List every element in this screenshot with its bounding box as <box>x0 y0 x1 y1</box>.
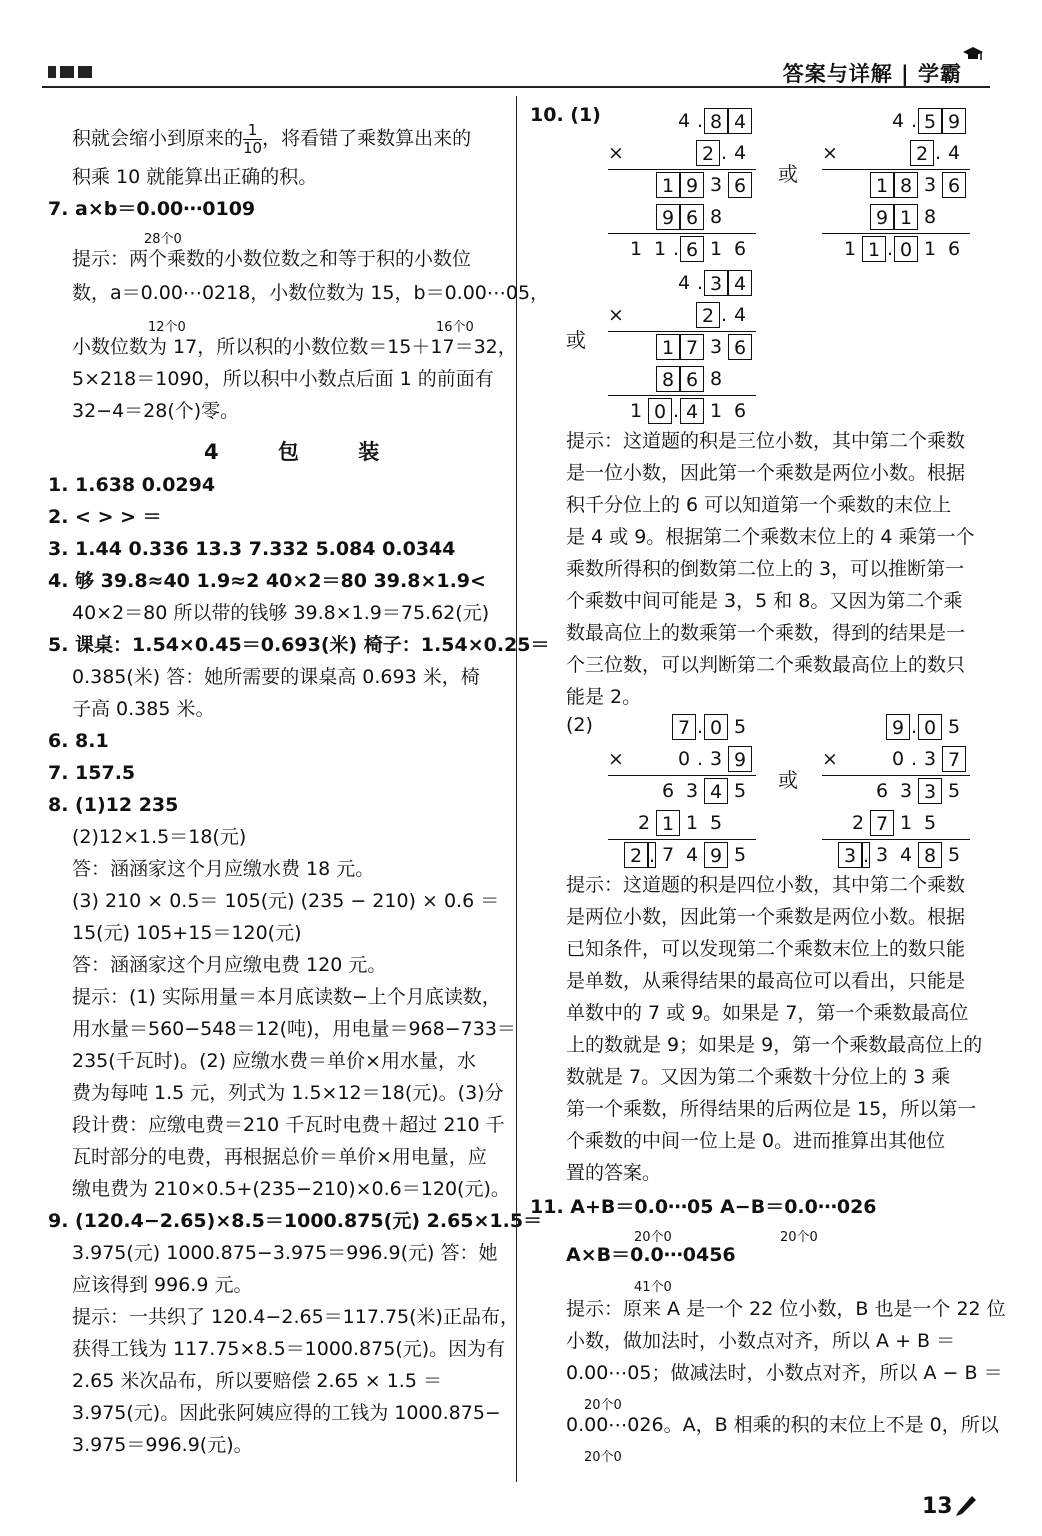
fraction-numerator: 1 <box>243 122 262 140</box>
answer-digit-box: 2 <box>910 140 934 166</box>
digit: 5 <box>947 716 961 738</box>
digit: 4 <box>899 844 913 866</box>
answer-digit-box: 8 <box>918 842 942 868</box>
digit: 2 <box>851 812 865 834</box>
calc-rule <box>608 331 756 332</box>
answer-digit-box: 0 <box>704 714 728 740</box>
answer-digit-box: 1 <box>656 810 680 836</box>
answer-digit-box: 1 <box>656 172 680 198</box>
answer-digit-box: 9 <box>870 204 894 230</box>
answer-digit-box: 9 <box>728 746 752 772</box>
calc-rule <box>608 395 756 396</box>
digit: 1 <box>629 238 643 260</box>
underbrace-label: 28个0 <box>144 232 182 247</box>
calc-rule <box>608 169 756 170</box>
underbrace-label: 41个0 <box>634 1280 672 1295</box>
vertical-multiplication-d <box>608 714 758 870</box>
calc-rule <box>822 775 970 776</box>
vertical-multiplication-b <box>822 108 972 264</box>
hint-line: 个乘数中间可能是 3，5 和 8。又因为第二个乘 <box>566 590 963 612</box>
times-sign: × <box>608 304 624 326</box>
answer-digit-box: 9 <box>886 714 910 740</box>
answer-7b: 7. 157.5 <box>48 762 136 784</box>
decimal-point: . <box>720 142 728 164</box>
answer-digit-box: 5 <box>918 108 942 134</box>
hint-line: 提示：(1) 实际用量＝本月底读数−上个月底读数， <box>72 986 501 1008</box>
decimal-point: . <box>720 304 728 326</box>
pencil-icon <box>954 1492 980 1516</box>
answer-digit-box: 6 <box>680 366 704 392</box>
digit: 1 <box>709 400 723 422</box>
hint-line: 提示：这道题的积是四位小数，其中第二个乘数 <box>566 874 966 896</box>
digit: 1 <box>843 238 857 260</box>
calc-rule <box>822 839 970 840</box>
answer-4: 4. 够 39.8≈40 1.9≈2 40×2＝80 39.8×1.9< <box>48 570 486 592</box>
answer-digit-box: 3 <box>838 842 862 868</box>
answer-digit-box: 6 <box>728 172 752 198</box>
hint-line: 3.975(元)。因此张阿姨应得的工钱为 1000.875− <box>72 1402 501 1424</box>
vertical-multiplication-c <box>608 270 758 426</box>
text-line: (2)12×1.5＝18(元) <box>72 826 247 848</box>
answer-digit-box: 6 <box>728 334 752 360</box>
answer-digit-box: 9 <box>942 108 966 134</box>
answer-digit-box: 6 <box>942 172 966 198</box>
digit: 3 <box>923 748 937 770</box>
text-line: (3) 210 × 0.5＝ 105(元) (235 − 210) × 0.6 ＝ <box>72 890 500 912</box>
decimal-point: . <box>672 238 680 260</box>
calc-rule <box>822 169 970 170</box>
or-label: 或 <box>778 162 798 186</box>
page-number: 13 <box>922 1494 953 1519</box>
calc-rule <box>608 233 756 234</box>
hint-line: 2.65 米次品布，所以要赔偿 2.65 × 1.5 ＝ <box>72 1370 442 1392</box>
hint-line: 缴电费为 210×0.5+(235−210)×0.6＝120(元)。 <box>72 1178 510 1200</box>
digit: 4 <box>685 844 699 866</box>
hint-line: 上的数就是 9；如果是 9，第一个乘数最高位上的 <box>566 1034 983 1056</box>
digit: 1 <box>899 812 913 834</box>
answer-digit-box: 4 <box>680 398 704 424</box>
underbrace-label: 20个0 <box>584 1398 622 1413</box>
answer-11: 11. A+B＝0.0⋯05 A−B＝0.0⋯026 <box>530 1196 877 1218</box>
vertical-multiplication-e <box>822 714 972 870</box>
answer-5: 5. 课桌：1.54×0.45＝0.693(米) 椅子：1.54×0.25＝ <box>48 634 550 656</box>
answer-9: 9. (120.4−2.65)×8.5＝1000.875(元) 2.65×1.5＝ <box>48 1210 543 1232</box>
hint-line: 提示：原来 A 是一个 22 位小数，B 也是一个 22 位 <box>566 1298 1006 1320</box>
hint-line: 提示：这道题的积是三位小数，其中第二个乘数 <box>566 430 966 452</box>
times-sign: × <box>608 142 624 164</box>
digit: 6 <box>947 238 961 260</box>
decimal-point: . <box>648 842 656 868</box>
digit: 4 <box>677 272 691 294</box>
hint-line: 3.975＝996.9(元)。 <box>72 1434 253 1456</box>
answer-digit-box: 9 <box>656 204 680 230</box>
digit: 3 <box>709 336 723 358</box>
digit: 5 <box>923 812 937 834</box>
answer-1: 1. 1.638 0.0294 <box>48 474 216 496</box>
decimal-point: . <box>672 400 680 422</box>
answer-digit-box: 3 <box>704 270 728 296</box>
answer-8: 8. (1)12 235 <box>48 794 179 816</box>
or-label: 或 <box>778 768 798 792</box>
digit: 6 <box>733 238 747 260</box>
fraction-denominator: 10 <box>243 138 263 157</box>
header-rule <box>42 86 990 88</box>
answer-digit-box: 7 <box>942 746 966 772</box>
digit: 1 <box>709 238 723 260</box>
answer-digit-box: 3 <box>918 778 942 804</box>
answer-digit-box: 8 <box>894 172 918 198</box>
digit: 4 <box>677 110 691 132</box>
digit: 7 <box>661 844 675 866</box>
calc-rule <box>822 233 970 234</box>
text-line: 答：涵涵家这个月应缴电费 120 元。 <box>72 954 387 976</box>
digit: 0 <box>891 748 905 770</box>
text-line: 积乘 10 就能算出正确的积。 <box>72 166 318 188</box>
hint-line: 提示：两个乘数的小数位数之和等于积的小数位 <box>72 248 472 270</box>
hint-line: 0.00⋯026。A，B 相乘的积的末位上不是 0，所以 <box>566 1414 999 1436</box>
fraction <box>243 122 262 156</box>
digit: 5 <box>733 844 747 866</box>
answer-digit-box: 1 <box>894 204 918 230</box>
answer-digit-box: 2 <box>696 302 720 328</box>
hint-line: 小数位数为 17，所以积的小数位数＝15＋17＝32， <box>72 336 517 358</box>
digit: 5 <box>947 844 961 866</box>
text-line: 15(元) 105+15＝120(元) <box>72 922 302 944</box>
answer-11-product: A×B＝0.0⋯0456 <box>566 1244 736 1266</box>
hint-line: 5×218＝1090，所以积中小数点后面 1 的前面有 <box>72 368 494 390</box>
answer-digit-box: 8 <box>704 108 728 134</box>
digit: 0 <box>677 748 691 770</box>
hint-line: 32−4＝28(个)零。 <box>72 400 240 422</box>
calc-rule <box>608 839 756 840</box>
underbrace-label: 20个0 <box>584 1450 622 1465</box>
header-title: 答案与详解 | 学霸 <box>782 62 962 86</box>
hint-line: 数最高位上的数乘第一个乘数，得到的结果是一 <box>566 622 966 644</box>
answer-digit-box: 0 <box>894 236 918 262</box>
digit: 1 <box>629 400 643 422</box>
hint-line: 0.00⋯05；做减法时，小数点对齐，所以 A − B ＝ <box>566 1362 1003 1384</box>
hint-line: 获得工钱为 117.75×8.5＝1000.875(元)。因为有 <box>72 1338 506 1360</box>
times-sign: × <box>822 748 838 770</box>
digit: 2 <box>637 812 651 834</box>
digit: 5 <box>947 780 961 802</box>
decimal-point: . <box>862 842 870 868</box>
answer-digit-box: 1 <box>656 334 680 360</box>
digit: 5 <box>709 812 723 834</box>
digit: 1 <box>653 238 667 260</box>
answer-digit-box: 4 <box>728 270 752 296</box>
answer-digit-box: 7 <box>672 714 696 740</box>
answer-digit-box: 6 <box>680 236 704 262</box>
decimal-point: . <box>696 272 704 294</box>
digit: 3 <box>685 780 699 802</box>
decimal-point: . <box>910 748 918 770</box>
hint-line: 用水量＝560−548＝12(吨)，用电量＝968−733＝ <box>72 1018 516 1040</box>
underbrace-label: 20个0 <box>634 1230 672 1245</box>
answer-digit-box: 4 <box>728 108 752 134</box>
digit: 1 <box>923 238 937 260</box>
answer-digit-box: 0 <box>648 398 672 424</box>
hint-line: 第一个乘数，所得结果的后两位是 15，所以第一 <box>566 1098 977 1120</box>
text-line: 3.975(元) 1000.875−3.975＝996.9(元) 答：她 <box>72 1242 498 1264</box>
hint-line: 235(千瓦时)。(2) 应缴水费＝单价×用水量，水 <box>72 1050 476 1072</box>
decimal-point: . <box>696 748 704 770</box>
digit: 6 <box>875 780 889 802</box>
digit: 5 <box>733 780 747 802</box>
answer-digit-box: 2 <box>696 140 720 166</box>
hint-line: 已知条件，可以发现第二个乘数末位上的数只能 <box>566 938 966 960</box>
answer-digit-box: 8 <box>656 366 680 392</box>
digit: 3 <box>923 174 937 196</box>
text-line: 子高 0.385 米。 <box>72 698 215 720</box>
digit: 8 <box>709 368 723 390</box>
text-span: 积就会缩小到原来的 <box>72 127 244 150</box>
digit: 6 <box>661 780 675 802</box>
graduation-cap-icon <box>962 44 984 66</box>
digit: 3 <box>875 844 889 866</box>
digit: 3 <box>709 748 723 770</box>
hint-line: 段计费：应缴电费＝210 千瓦时电费＋超过 210 千 <box>72 1114 505 1136</box>
header-marks <box>48 66 92 78</box>
decimal-point: . <box>910 716 918 738</box>
answer-6: 6. 8.1 <box>48 730 109 752</box>
digit: 1 <box>685 812 699 834</box>
answer-digit-box: 2 <box>624 842 648 868</box>
times-sign: × <box>608 748 624 770</box>
answer-digit-box: 1 <box>870 172 894 198</box>
answer-10: 10. (1) <box>530 104 601 126</box>
digit: 3 <box>709 174 723 196</box>
decimal-point: . <box>696 110 704 132</box>
hint-line: 积千分位上的 6 可以知道第一个乘数的末位上 <box>566 494 952 516</box>
text-span: ，将看错了乘数算出来的 <box>262 127 472 150</box>
answer-2: 2. < > > ＝ <box>48 506 162 528</box>
hint-line: 个乘数的中间一位上是 0。进而推算出其他位 <box>566 1130 946 1152</box>
digit: 3 <box>899 780 913 802</box>
hint-line: 是两位小数，因此第一个乘数是两位小数。根据 <box>566 906 966 928</box>
hint-line: 能是 2。 <box>566 686 642 708</box>
hint-line: 费为每吨 1.5 元，列式为 1.5×12＝18(元)。(3)分 <box>72 1082 504 1104</box>
text-line: 应该得到 996.9 元。 <box>72 1274 253 1296</box>
underbrace-label: 20个0 <box>780 1230 818 1245</box>
digit: 4 <box>733 142 747 164</box>
hint-line: 小数，做加法时，小数点对齐，所以 A + B ＝ <box>566 1330 956 1352</box>
digit: 4 <box>891 110 905 132</box>
answer-digit-box: 6 <box>680 204 704 230</box>
answer-digit-box: 4 <box>704 778 728 804</box>
digit: 8 <box>709 206 723 228</box>
hint-line: 是单数，从乘得结果的最高位可以看出，只能是 <box>566 970 966 992</box>
answer-digit-box: 7 <box>680 334 704 360</box>
answer-7: 7. a×b＝0.00⋯0109 <box>48 198 256 220</box>
vertical-multiplication-a <box>608 108 758 264</box>
decimal-point: . <box>934 142 942 164</box>
hint-line: 个三位数，可以判断第二个乘数最高位上的数只 <box>566 654 966 676</box>
digit: 5 <box>733 716 747 738</box>
hint-line: 是一位小数，因此第一个乘数是两位小数。根据 <box>566 462 966 484</box>
text-line: 40×2＝80 所以带的钱够 39.8×1.9＝75.62(元) <box>72 602 490 624</box>
hint-line: 置的答案。 <box>566 1162 662 1184</box>
digit: 6 <box>733 400 747 422</box>
digit: 4 <box>733 304 747 326</box>
hint-line: 瓦时部分的电费，再根据总价＝单价×用电量，应 <box>72 1146 487 1168</box>
hint-line: 是 4 或 9。根据第二个乘数末位上的 4 乘第一个 <box>566 526 975 548</box>
answer-digit-box: 7 <box>870 810 894 836</box>
answer-digit-box: 0 <box>918 714 942 740</box>
decimal-point: . <box>696 716 704 738</box>
answer-3: 3. 1.44 0.336 13.3 7.332 5.084 0.0344 <box>48 538 456 560</box>
section-title: 4 包 装 <box>204 440 406 464</box>
text-line <box>72 122 471 156</box>
digit: 4 <box>947 142 961 164</box>
decimal-point: . <box>910 110 918 132</box>
hint-line: 单数中的 7 或 9。如果是 7，第一个乘数最高位 <box>566 1002 969 1024</box>
part-2-label: (2) <box>566 714 593 736</box>
answer-digit-box: 9 <box>704 842 728 868</box>
text-line: 0.385(米) 答：她所需要的课桌高 0.693 米，椅 <box>72 666 480 688</box>
underbrace-label: 16个0 <box>436 320 474 335</box>
hint-line: 数就是 7。又因为第二个乘数十分位上的 3 乘 <box>566 1066 951 1088</box>
calc-rule <box>608 775 756 776</box>
underbrace-label: 12个0 <box>148 320 186 335</box>
digit: 8 <box>923 206 937 228</box>
or-label: 或 <box>566 328 586 352</box>
answer-digit-box: 1 <box>862 236 886 262</box>
hint-line: 提示：一共织了 120.4−2.65＝117.75(米)正品布， <box>72 1306 519 1328</box>
hint-line: 乘数所得积的倒数第二位上的 3，可以推断第一 <box>566 558 965 580</box>
decimal-point: . <box>886 238 894 260</box>
answer-digit-box: 9 <box>680 172 704 198</box>
text-line: 答：涵涵家这个月应缴水费 18 元。 <box>72 858 375 880</box>
hint-line: 数，a＝0.00⋯0218，小数位数为 15，b＝0.00⋯05， <box>72 282 550 304</box>
times-sign: × <box>822 142 838 164</box>
